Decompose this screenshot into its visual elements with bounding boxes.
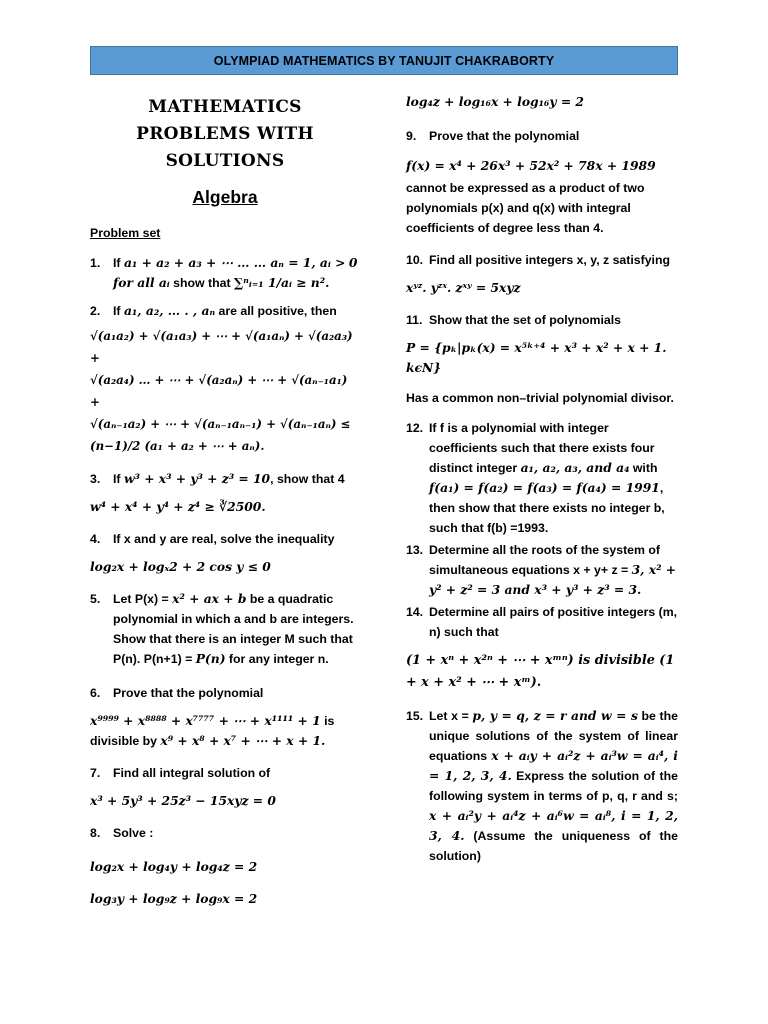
problem-number: 9. — [406, 129, 417, 143]
math-expression: 3, x² + y² + z² = 3 and x³ + y³ + z³ = 3. — [429, 562, 677, 597]
problem-10 — [406, 250, 678, 270]
problem-number: 5. — [90, 592, 101, 606]
equation-line: √(aₙ₋₁a₂) + ⋯ + √(aₙ₋₁aₙ₋₁) + √(aₙ₋₁aₙ) ≤ — [90, 417, 351, 431]
problem-14 — [406, 602, 678, 642]
problem-number: 12. — [406, 421, 424, 435]
equation-line: √(a₂a₄) … + ⋯ + √(a₂aₙ) + ⋯ + √(aₙ₋₁a₁) + — [90, 373, 348, 409]
math-equation: f(x) = x⁴ + 26x³ + 52x² + 78x + 1989 — [406, 158, 656, 173]
text-run: Determine all the roots of the system of simultaneous equations x + y+ z = — [429, 543, 660, 577]
problem-number: 1. — [90, 256, 101, 270]
left-column — [90, 92, 360, 915]
problem-number: 2. — [90, 304, 101, 318]
text-run: , show that 4 — [270, 472, 345, 486]
problem-text: Prove that the polynomial — [429, 129, 580, 143]
problem-7 — [90, 763, 360, 783]
text-run: (Assume the uniqueness of the solution) — [429, 829, 678, 863]
math-expression: a₁ + a₂ + a₃ + ⋯ … … aₙ = 1, aᵢ > — [123, 255, 346, 270]
problem-text — [113, 253, 360, 293]
problem-13 — [406, 540, 678, 600]
problem-1 — [90, 253, 360, 293]
math-expression: w³ + x³ + y³ + z³ = 10 — [123, 471, 271, 486]
title-line: SOLUTIONS — [165, 151, 285, 171]
problem-6-body — [90, 711, 360, 751]
problem-number: 8. — [90, 826, 101, 840]
problem-text: Prove that the polynomial — [113, 686, 264, 700]
text-run: for any integer n. — [225, 652, 329, 666]
problem-8 — [90, 823, 360, 843]
math-expression: x⁹ + x⁸ + x⁷ + ⋯ + x + 1. — [160, 733, 326, 748]
problem-text: Show that the set of polynomials — [429, 313, 621, 327]
problem-number: 10. — [406, 253, 424, 267]
problem-text — [429, 706, 678, 866]
document-title — [90, 94, 360, 175]
text-run: If — [113, 304, 124, 318]
problem-text: Find all positive integers x, y, z satisfying — [429, 253, 670, 267]
math-equation: xʸᶻ. yᶻˣ. zˣʸ = 5xyz — [406, 280, 521, 295]
title-line: PROBLEMS WITH — [136, 124, 314, 144]
text-run: If f is a polynomial with integer coefficients such that there exists four distinct integer — [429, 421, 655, 475]
problem-11 — [406, 310, 678, 330]
problem-number: 14. — [406, 605, 424, 619]
equation-line: log₂x + log₄y + log₄z = 2 — [90, 859, 258, 874]
math-equation: (1 + xⁿ + x²ⁿ + ⋯ + xᵐⁿ) is divisible (1 + x + x² + ⋯ + xᵐ). — [406, 653, 675, 690]
header-banner: OLYMPIAD MATHEMATICS BY TANUJIT CHAKRABORTY — [90, 46, 678, 75]
problem-text: Determine all pairs of positive integers (m, n) such that — [429, 605, 678, 639]
problem-number: 6. — [90, 686, 101, 700]
problem-12 — [406, 418, 678, 538]
text-run: , then show that there exists no integer b, such that f(b) =1993. — [429, 481, 665, 535]
problem-9 — [406, 126, 678, 146]
problem-15 — [406, 706, 678, 866]
math-expression: p, y = q, z = r and w = s — [472, 708, 638, 723]
math-expression: x + aᵢ²y + aᵢ⁴z + aᵢ⁶w = aᵢ⁸, i = 1, 2, 3, 4. — [429, 808, 678, 843]
equation-line: (n−1)/2 (a₁ + a₂ + ⋯ + aₙ). — [90, 439, 265, 453]
title-line: MATHEMATICS — [148, 97, 302, 117]
math-expression: x² + ax + b — [172, 591, 247, 606]
math-equation: w⁴ + x⁴ + y⁴ + z⁴ ≥ ∛2500. — [90, 499, 266, 514]
problem-text — [429, 540, 678, 600]
math-expression: f(a₁) = f(a₂) = f(a₃) = f(a₄) = 1991 — [429, 480, 660, 495]
problem-3 — [90, 469, 360, 489]
problem-11-continued: Has a common non–trivial polynomial divisor. — [406, 391, 674, 405]
math-expression: 0 for all aᵢ — [113, 255, 358, 290]
text-run: be the unique solutions of the system of linear equations — [429, 709, 678, 763]
text-run: Express the solution of the following system in terms of p, q, r and s; — [429, 769, 678, 803]
problem-5 — [90, 589, 360, 669]
problem-number: 7. — [90, 766, 101, 780]
problem-text — [113, 301, 360, 321]
math-equation: P = {pₖ|pₖ(x) = x⁵ᵏ⁺⁴ + x³ + x² + x + 1. kϵN} — [406, 340, 667, 375]
math-equation: log₄z + log₁₆x + log₁₆y = 2 — [406, 94, 584, 109]
math-expression: x + aᵢy + aᵢ²z + aᵢ³w = aᵢ⁴, i = 1, 2, 3, 4. — [429, 748, 678, 783]
problem-4 — [90, 529, 360, 549]
text-run: If — [113, 256, 124, 270]
problem-text: If x and y are real, solve the inequality — [113, 532, 335, 546]
section-title-algebra: Algebra — [192, 187, 258, 207]
text-run: be a quadratic polynomial in which a and b are integers. Show that there is an integer M such that P(n). P(n+1) = — [113, 592, 354, 666]
problem-number: 4. — [90, 532, 101, 546]
math-expression: a₁, a₂, … . , aₙ — [123, 303, 216, 318]
math-expression: x⁹⁹⁹⁹ + x⁸⁸⁸⁸ + x⁷⁷⁷⁷ + ⋯ + x¹¹¹¹ + 1 — [90, 713, 321, 728]
problem-9-continued: cannot be expressed as a product of two polynomials p(x) and q(x) with integral coefficients of degree less than 4. — [406, 181, 645, 235]
math-equation: x³ + 5y³ + 25z³ − 15xyz = 0 — [90, 793, 276, 808]
text-run: are all positive, then — [215, 304, 337, 318]
text-run: If — [113, 472, 124, 486]
right-column — [406, 92, 678, 874]
problem-text — [113, 589, 360, 669]
problem-set-heading: Problem set — [90, 226, 161, 240]
problem-text: Find all integral solution of — [113, 766, 271, 780]
text-run: show that — [169, 276, 234, 290]
math-expression: ∑ⁿᵢ₌₁ 1/aᵢ ≥ n². — [233, 275, 330, 290]
text-run: Let x = — [429, 709, 473, 723]
problem-number: 11. — [406, 313, 423, 327]
problem-number: 13. — [406, 543, 424, 557]
math-equation — [90, 325, 360, 457]
text-run: is divisible by — [90, 714, 335, 748]
problem-text — [113, 469, 360, 489]
problem-text: Solve : — [113, 826, 154, 840]
problem-6 — [90, 683, 360, 703]
math-equation: log₂x + logₓ2 + 2 cos y ≤ 0 — [90, 559, 271, 574]
equation-line: √(a₁a₂) + √(a₁a₃) + ⋯ + √(a₁aₙ) + √(a₂a₃) + — [90, 329, 353, 365]
problem-text — [429, 418, 678, 538]
text-run: Let P(x) = — [113, 592, 173, 606]
problem-number: 15. — [406, 709, 424, 723]
math-equation — [90, 851, 360, 915]
problem-2 — [90, 301, 360, 321]
text-run: with — [629, 461, 658, 475]
math-expression: P(n) — [195, 651, 226, 666]
math-expression: a₁, a₂, a₃, and a₄ — [520, 460, 630, 475]
problem-number: 3. — [90, 472, 101, 486]
equation-line: log₃y + log₉z + log₉x = 2 — [90, 891, 258, 906]
